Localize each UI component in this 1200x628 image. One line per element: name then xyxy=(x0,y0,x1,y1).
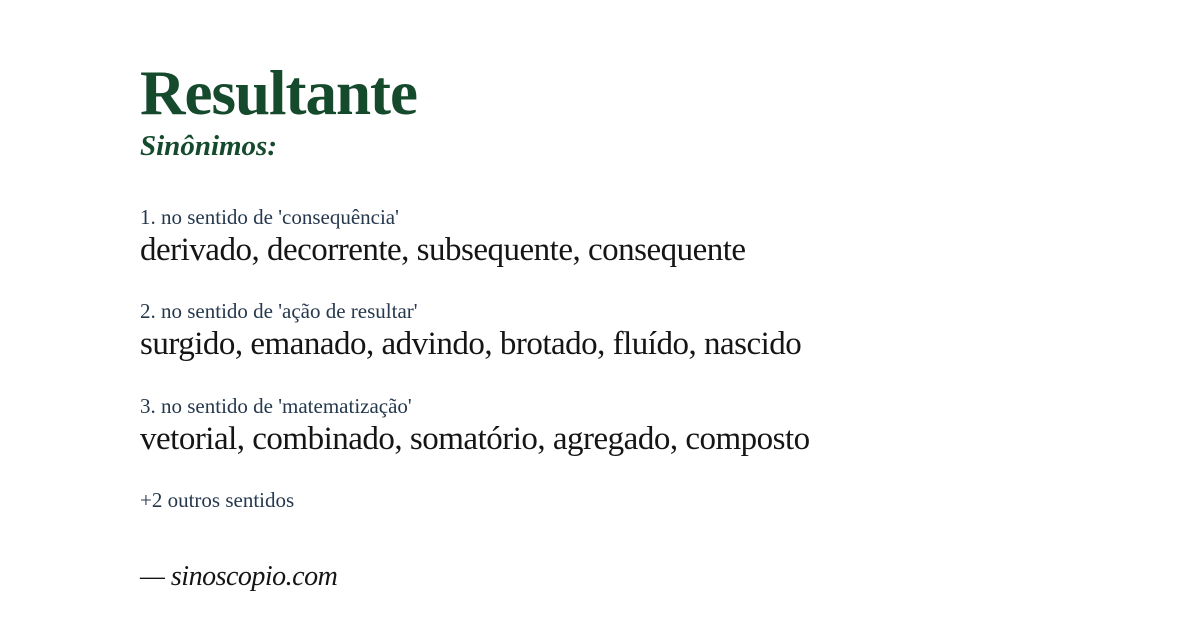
sense-label: 3. no sentido de 'matematização' xyxy=(140,393,412,418)
sense-item-1 xyxy=(140,205,1140,270)
senses-list xyxy=(140,205,1140,459)
sense-item-2 xyxy=(140,299,1140,364)
sense-label: 1. no sentido de 'consequência' xyxy=(140,204,399,229)
synonyms-heading: Sinônimos: xyxy=(140,130,277,162)
sense-label: 2. no sentido de 'ação de resultar' xyxy=(140,299,418,324)
site-attribution: — sinoscopio.com xyxy=(140,561,338,593)
sense-synonyms: vetorial, combinado, somatório, agregado, composto xyxy=(140,420,810,457)
more-senses-note: +2 outros sentidos xyxy=(140,488,295,513)
entry-word-title: Resultante xyxy=(140,58,417,128)
sense-item-3 xyxy=(140,394,1140,459)
sense-synonyms: surgido, emanado, advindo, brotado, fluído, nascido xyxy=(140,326,802,363)
sense-synonyms: derivado, decorrente, subsequente, consequente xyxy=(140,232,746,269)
